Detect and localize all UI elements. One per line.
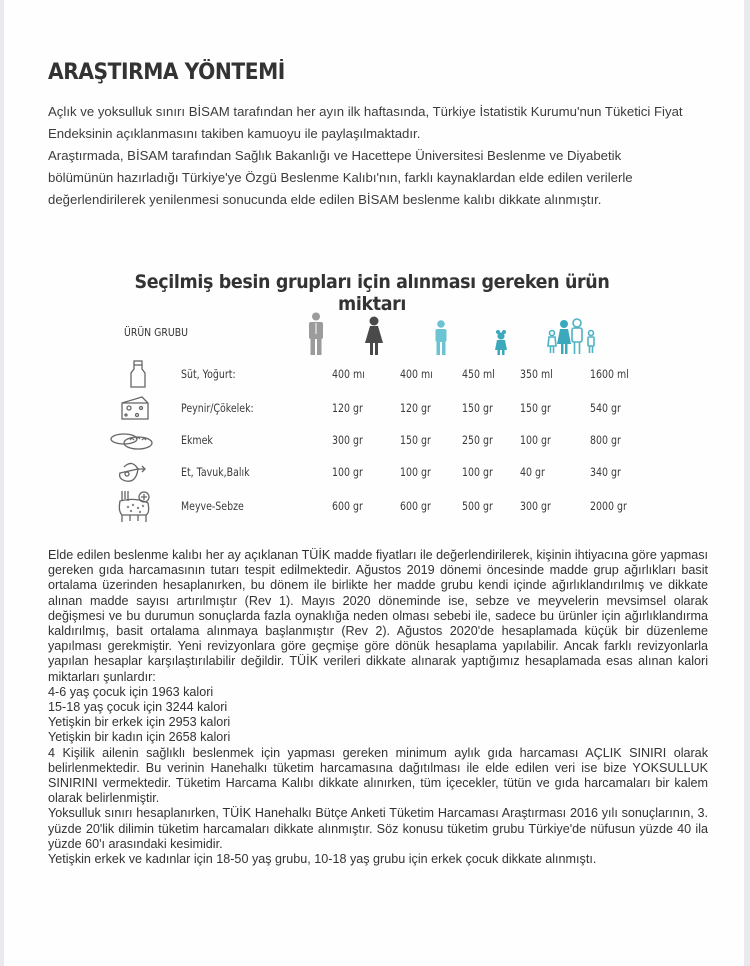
cell-girl: 350 ml bbox=[520, 367, 553, 381]
bread-icon bbox=[108, 425, 154, 455]
cell-adult-woman: 150 gr bbox=[400, 433, 431, 447]
cell-girl: 300 gr bbox=[520, 499, 551, 513]
row-label: Meyve-Sebze bbox=[181, 499, 244, 513]
cheese-icon bbox=[108, 393, 154, 423]
table-row bbox=[108, 365, 668, 395]
adult-man-icon bbox=[306, 312, 326, 356]
cell-boy: 450 ml bbox=[462, 367, 495, 381]
girl-child-icon bbox=[493, 330, 509, 356]
cell-family: 340 gr bbox=[590, 465, 621, 479]
fruit-vegetable-basket-icon bbox=[108, 487, 154, 523]
hunger-line-paragraph: 4 Kişilik ailenin sağlıklı beslenmek için yapması gereken minimum aylık gıda harcaması AÇLIK SINIRI olarak belirlenmektedir. Bu verinin Hanehalkı tüketim harcamasına dağıtılması ile elde edilen veri ise bize YOKSULLUK SINIRINI vermektedir. Tüketim Harcama Kalıbı dikkate alınırken, tüm içecekler, tütün ve gıda harcamaları bir kalem olarak belirlenmiştir. bbox=[48, 745, 708, 806]
cell-adult-man: 120 gr bbox=[332, 401, 363, 415]
row-label: Ekmek bbox=[181, 433, 213, 447]
table-row bbox=[108, 497, 668, 527]
cell-family: 800 gr bbox=[590, 433, 621, 447]
calorie-item: Yetişkin bir kadın için 2658 kalori bbox=[48, 730, 231, 745]
cell-adult-woman: 120 gr bbox=[400, 401, 431, 415]
cell-family: 540 gr bbox=[590, 401, 621, 415]
methodology-paragraph: Elde edilen beslenme kalıbı her ay açıklanan TÜİK madde fiyatları ile değerlendirilerek, kişinin ihtiyacına göre yapması gereken gıda harcamasının tutarı tespit edilmektedir. Ağustos 2019 dönemi öncesinde madde grup ağırlıkları basit ortalama üzerinden hesaplanırken, bu dönem ile birlikte her madde grubu kendi içinde ağırlıklandırılmış ve dikkate alınan madde sayısı artırılmıştır (Rev 1). Mayıs 2020 döneminde ise, sebze ve meyvelerin mevsimsel olarak değişmesi ve bu durumun sonuçlarda fazla oynaklığa neden olması sebebi ile, sadece bu ürünler için ağırlıklandırma kaldırılmış, basit ortalama alınmaya başlanmıştır (Rev 2). Ağustos 2020'de hesaplamada küçük bir düzenleme yapılması gerekmiştir. Yeni revizyonlara göre geçmişe göre dönük hesaplama yapılabilir. Ancak farklı revizyonlarla yapılan hesaplar karşılaştırılabilir değildir. TÜİK verileri dikkate alınarak yaptığımız hesaplamada esas alınan kalori miktarları şunlardır: bbox=[48, 548, 708, 684]
product-group-header: ÜRÜN GRUBU bbox=[124, 326, 189, 339]
age-group-note: Yetişkin erkek ve kadınlar için 18-50 yaş grubu, 10-18 yaş grubu için erkek çocuk dikkate alınmıştı. bbox=[48, 852, 597, 867]
row-label: Peynir/Çökelek: bbox=[181, 401, 254, 415]
cell-adult-man: 400 mı bbox=[332, 367, 365, 381]
row-label: Et, Tavuk,Balık bbox=[181, 465, 250, 479]
cell-adult-man: 100 gr bbox=[332, 465, 363, 479]
cell-adult-woman: 100 gr bbox=[400, 465, 431, 479]
milk-bottle-icon bbox=[108, 359, 154, 389]
cell-family: 2000 gr bbox=[590, 499, 627, 513]
intro-section bbox=[48, 101, 688, 211]
cell-adult-woman: 400 mı bbox=[400, 367, 433, 381]
poverty-line-paragraph: Yoksulluk sınırı hesaplanırken, TÜİK Hanehalkı Bütçe Anketi Tüketim Harcaması Araştırması 2016 yılı sonuçlarının, 3. yüzde 20'lik dilimin tüketim harcamaları dikkate alınmıştır. Söz konusu tüketim grubu Türkiye'de nüfusun yüzde 40 ila yüzde 60'ı arasındaki kesimidir. bbox=[48, 806, 708, 851]
calorie-item: 15-18 yaş çocuk için 3244 kalori bbox=[48, 700, 228, 715]
infographic-title: Seçilmiş besin grupları için alınması gereken ürün miktarı bbox=[134, 271, 610, 315]
cell-girl: 100 gr bbox=[520, 433, 551, 447]
table-row bbox=[108, 463, 668, 493]
body-section bbox=[48, 548, 708, 867]
cell-boy: 500 gr bbox=[462, 499, 493, 513]
cell-adult-man: 300 gr bbox=[332, 433, 363, 447]
intro-paragraph: Açlık ve yoksulluk sınırı BİSAM tarafından her ayın ilk haftasında, Türkiye İstatistik Kurumu'nun Tüketici Fiyat Endeksinin açıklanmasını takiben kamuoyu ile paylaşılmaktadır. bbox=[48, 104, 683, 141]
cell-boy: 100 gr bbox=[462, 465, 493, 479]
document-page bbox=[4, 0, 744, 966]
cell-boy: 250 gr bbox=[462, 433, 493, 447]
cell-boy: 150 gr bbox=[462, 401, 493, 415]
cell-adult-woman: 600 gr bbox=[400, 499, 431, 513]
calorie-item: Yetişkin bir erkek için 2953 kalori bbox=[48, 715, 231, 730]
family-icon bbox=[546, 318, 596, 356]
calorie-item: 4-6 yaş çocuk için 1963 kalori bbox=[48, 684, 214, 699]
page-title: ARAŞTIRMA YÖNTEMİ bbox=[48, 60, 285, 85]
cell-adult-man: 600 gr bbox=[332, 499, 363, 513]
table-row bbox=[108, 399, 668, 429]
cell-girl: 150 gr bbox=[520, 401, 551, 415]
row-label: Süt, Yoğurt: bbox=[181, 367, 236, 381]
intro-paragraph: Araştırmada, BİSAM tarafından Sağlık Bakanlığı ve Hacettepe Üniversitesi Beslenme ve Diyabetik bölümünün hazırladığı Türkiye'ye Özgü Beslenme Kalıbı'nın, farklı kaynaklardan elde edilen verilerle değerlendirilerek yenilenmesi sonucunda elde edilen BİSAM beslenme kalıbı dikkate alınmıştır. bbox=[48, 148, 633, 207]
adult-woman-icon bbox=[363, 316, 385, 356]
meat-drumstick-icon bbox=[108, 457, 154, 487]
boy-child-icon bbox=[434, 320, 448, 356]
cell-family: 1600 ml bbox=[590, 367, 629, 381]
table-row bbox=[108, 431, 668, 461]
cell-girl: 40 gr bbox=[520, 465, 545, 479]
